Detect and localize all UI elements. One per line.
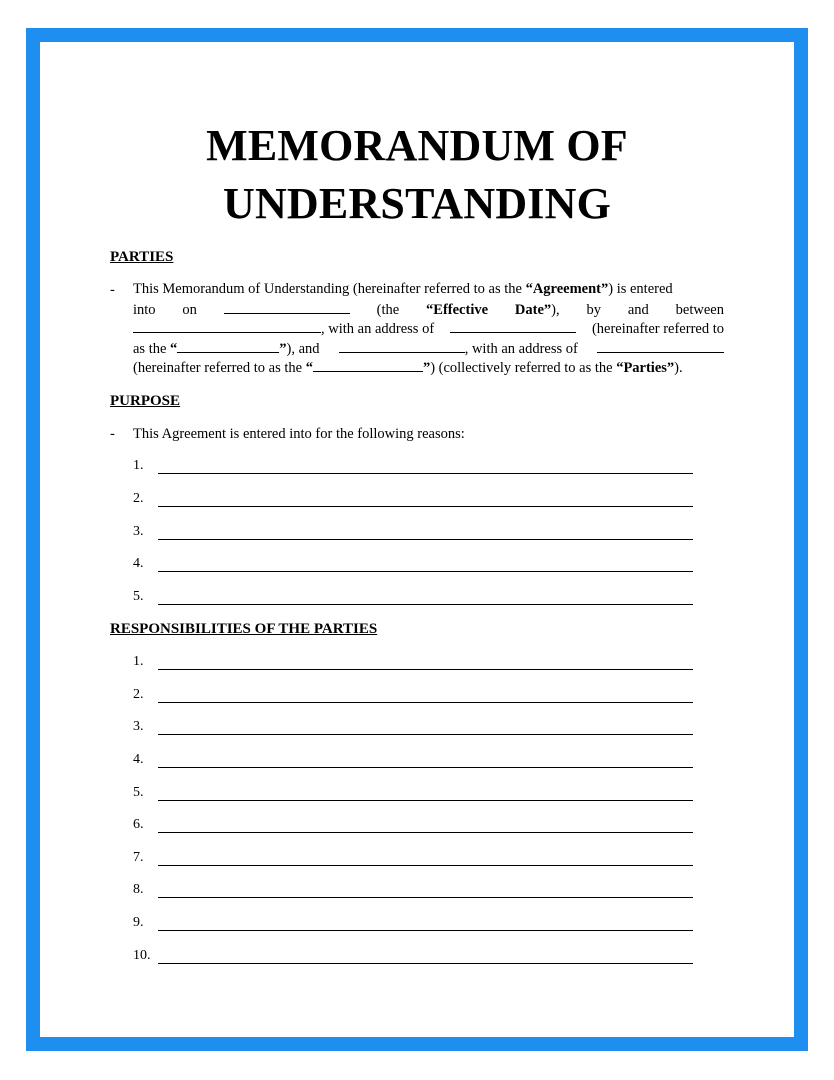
parties-line-4: as the “ ”), and , with an address of [133,339,724,359]
purpose-item-blank[interactable] [158,539,693,540]
purpose-item [133,588,693,608]
parties-line-1-text: This Memorandum of Understanding (hereinafter referred to as the “Agreement”) is entered [133,281,673,297]
effective-date-blank[interactable] [224,300,350,314]
responsibility-item-number: 10. [133,948,151,963]
responsibility-item-blank[interactable] [158,930,693,931]
responsibility-item-number: 4. [133,752,144,767]
purpose-heading: PURPOSE [110,393,181,409]
effective-term: “Effective [426,301,489,318]
first-party-alias-blank[interactable] [177,339,279,353]
responsibilities-heading: RESPONSIBILITIES OF THE PARTIES [110,621,378,637]
purpose-item-number: 3. [133,524,144,539]
document-title-line-1: MEMORANDUM OF [206,121,628,170]
purpose-item-number: 5. [133,589,144,604]
responsibility-item-number: 9. [133,915,144,930]
responsibility-item-blank[interactable] [158,865,693,866]
purpose-item-number: 1. [133,458,144,473]
first-party-address-blank[interactable] [450,319,576,333]
parties-term: “Parties” [616,360,675,377]
responsibility-item [133,914,693,934]
parties-line-5: (hereinafter referred to as the “ ”) (collectively referred to as the “Parties”). [133,360,683,377]
responsibility-item-number: 7. [133,850,144,865]
responsibility-item-number: 3. [133,719,144,734]
responsibility-item-blank[interactable] [158,832,693,833]
purpose-item-blank[interactable] [158,604,693,605]
second-party-name-blank[interactable] [339,339,465,353]
purpose-item-blank[interactable] [158,473,693,474]
responsibility-item [133,718,693,738]
purpose-item [133,490,693,510]
first-party-name-blank[interactable] [133,319,321,333]
purpose-item [133,523,693,543]
parties-line-1 [133,280,724,300]
purpose-bullet: - [110,426,115,442]
responsibility-item-number: 1. [133,654,144,669]
purpose-item-number: 4. [133,556,144,571]
purpose-item [133,555,693,575]
parties-bullet: - [110,282,115,298]
purpose-item-blank[interactable] [158,506,693,507]
date-term: Date” [514,301,552,318]
responsibility-item-number: 8. [133,882,144,897]
responsibility-item-blank[interactable] [158,669,693,670]
responsibility-item-blank[interactable] [158,800,693,801]
responsibility-item [133,881,693,901]
responsibility-item [133,751,693,771]
responsibility-item [133,849,693,869]
purpose-intro: This Agreement is entered into for the following reasons: [133,426,465,442]
purpose-item-number: 2. [133,491,144,506]
purpose-item-blank[interactable] [158,571,693,572]
responsibility-item-number: 2. [133,687,144,702]
responsibility-item [133,686,693,706]
parties-heading: PARTIES [110,249,174,265]
responsibility-item [133,947,693,967]
parties-paragraph [133,280,724,378]
agreement-term: “Agreement” [525,281,609,297]
second-party-alias-blank[interactable] [313,358,423,372]
parties-line-2: into on (the “Effective Date”), by and between [133,300,724,320]
responsibility-item-number: 6. [133,817,144,832]
responsibility-item-blank[interactable] [158,767,693,768]
responsibility-item [133,653,693,673]
responsibility-item-blank[interactable] [158,897,693,898]
purpose-item [133,457,693,477]
responsibility-item [133,784,693,804]
parties-line-3: , with an address of (hereinafter referred to [133,319,724,339]
responsibility-item-blank[interactable] [158,963,693,964]
responsibility-item-blank[interactable] [158,734,693,735]
document-title-line-2: UNDERSTANDING [222,179,612,228]
second-party-address-blank[interactable] [597,339,724,353]
responsibility-item [133,816,693,836]
responsibility-item-number: 5. [133,785,144,800]
responsibility-item-blank[interactable] [158,702,693,703]
